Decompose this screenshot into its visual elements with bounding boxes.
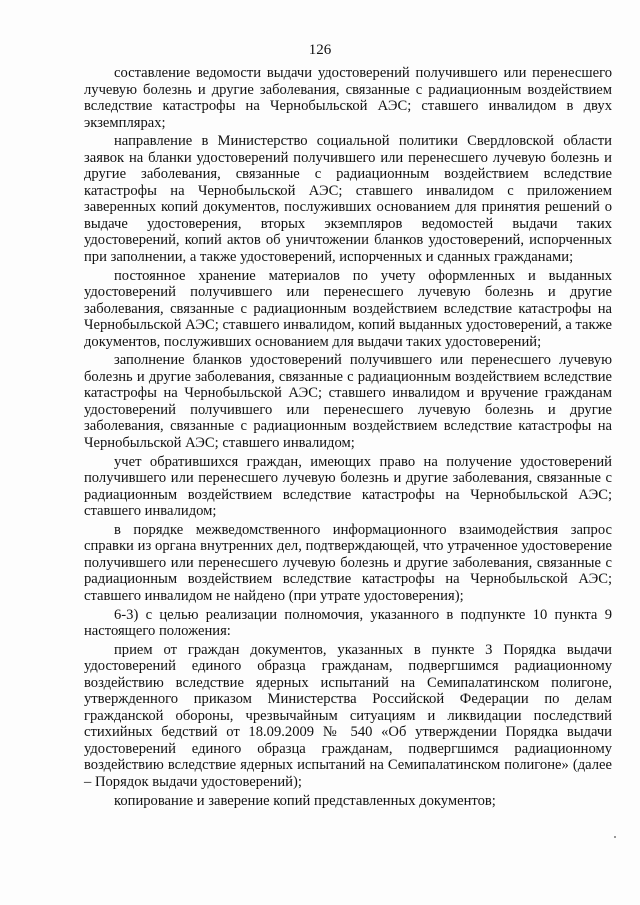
paragraph-4: заполнение бланков удостоверений получившего или перенесшего лучевую болезнь и другие заболевания, связанные с радиационным воздействием вследствие катастрофы на Чернобыльской АЭС; ставшего инвалидом и вручение гражданам удостоверений получившего или перенесшего лучевую болезнь и другие заболевания, связанные с радиационным воздействием вследствие катастрофы на Чернобыльской АЭС; ставшего инвалидом;	[84, 352, 612, 452]
paragraph-6: в порядке межведомственного информационного взаимодействия запрос справки из органа внутренних дел, подтверждающей, что утраченное удостоверение получившего или перенесшего лучевую болезнь и другие заболевания, связанные с радиационным воздействием вследствие катастрофы на Чернобыльской АЭС; ставшего инвалидом не найдено (при утрате удостоверения);	[84, 521, 612, 604]
page-number: 126	[308, 42, 332, 58]
paragraph-3: постоянное хранение материалов по учету оформленных и выданных удостоверений получившего или перенесшего лучевую болезнь и другие заболевания, связанные с радиационным воздействием вследствие катастрофы на Чернобыльской АЭС; ставшего инвалидом, копий выданных удостоверений, а также документов, послуживших основанием для выдачи таких удостоверений;	[84, 267, 612, 350]
paragraph-8: прием от граждан документов, указанных в пункте 3 Порядка выдачи удостоверений единого образца гражданам, подвергшимся радиационному воздействию вследствие ядерных испытаний на Семипалатинском полигоне, утвержденного приказом Министерства Российской Федерации по делам гражданской обороны, чрезвычайным ситуациям и ликвидации последствий стихийных бедствий от 18.09.2009 № 540 «Об утверждении Порядка выдачи удостоверений единого образца гражданам, подвергшимся радиационному воздействию вследствие ядерных испытаний на Семипалатинском полигоне» (далее – Порядок выдачи удостоверений);	[84, 641, 612, 790]
paragraph-5: учет обратившихся граждан, имеющих право на получение удостоверений получившего или перенесшего лучевую болезнь и другие заболевания, связанные с радиационным воздействием вследствие катастрофы на Чернобыльской АЭС; ставшего инвалидом;	[84, 453, 612, 520]
paragraph-9: копирование и заверение копий представленных документов;	[114, 792, 496, 809]
paragraph-1: составление ведомости выдачи удостоверений получившего или перенесшего лучевую болезнь и другие заболевания, связанные с радиационным воздействием вследствие катастрофы на Чернобыльской АЭС; ставшего инвалидом в двух экземплярах;	[84, 65, 612, 131]
paragraph-2: направление в Министерство социальной политики Свердловской области заявок на бланки удостоверений получившего или перенесшего лучевую болезнь и другие заболевания, связанные с радиационным воздействием вследствие катастрофы на Чернобыльской АЭС; ставшего инвалидом с приложением заверенных копий документов, послуживших основанием для принятия решений о выдаче удостоверения, вторых экземпляров ведомостей выдачи таких удостоверений, копий актов об уничтожении бланков удостоверений, испорченных при заполнении, а также удостоверений, испорченных и сданных гражданами;	[84, 133, 612, 266]
scan-speck	[614, 836, 616, 838]
document-body	[84, 65, 612, 809]
paragraph-7: 6-3) с целью реализации полномочия, указанного в подпункте 10 пункта 9 настоящего положения:	[84, 606, 612, 640]
